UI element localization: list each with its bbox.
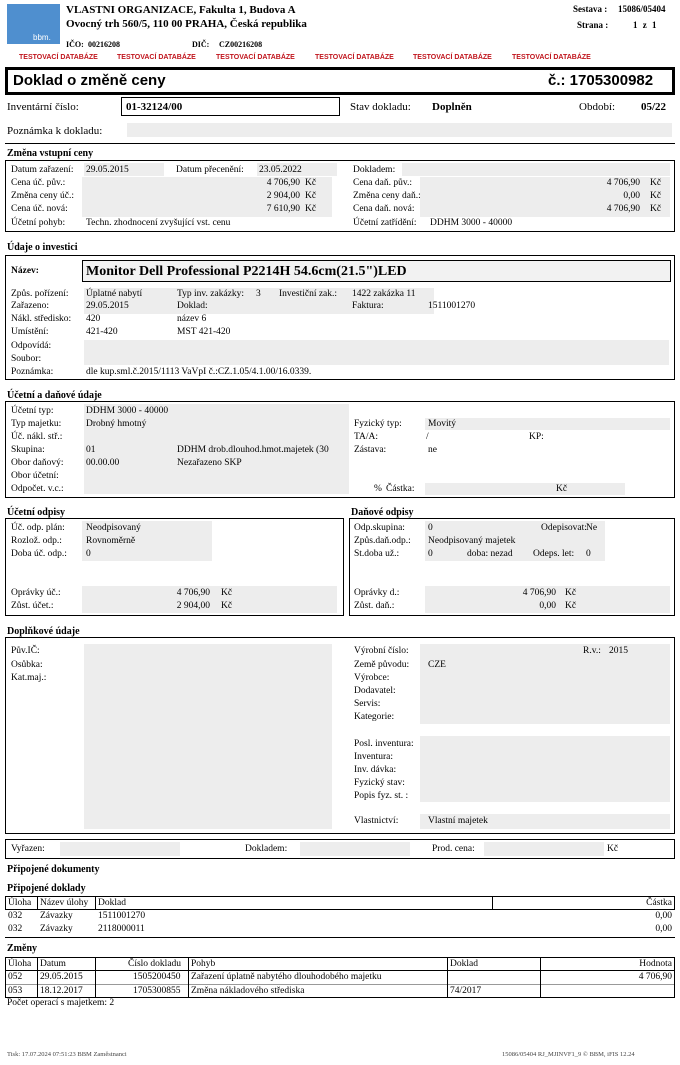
zmeny-cell: Změna nákladového střediska <box>191 986 305 996</box>
nazev-value: Monitor Dell Professional P2214H 54.6cm(21.5")LED <box>86 264 407 279</box>
odepisovat-label: Odepisovat: <box>541 523 587 533</box>
zmeny-cell: 052 <box>8 972 23 982</box>
divider <box>5 143 675 144</box>
section-doplnkove-title: Doplňkové údaje <box>7 626 80 637</box>
document-title: Doklad o změně ceny <box>13 72 166 89</box>
prod-cena-label: Prod. cena: <box>432 844 475 854</box>
test-db-3: TESTOVACÍ DATABÁZE <box>216 54 295 61</box>
zastava-value: ne <box>428 445 437 455</box>
kc-unit: Kč <box>650 178 662 188</box>
test-db-4: TESTOVACÍ DATABÁZE <box>315 54 394 61</box>
field-bg <box>425 418 670 430</box>
table-rule <box>95 957 96 998</box>
puv-ic-label: Pův.IČ: <box>11 646 40 656</box>
zust-d-value: 0,00 <box>539 601 556 611</box>
zmeny-header-datum: Datum <box>40 959 66 969</box>
dic-value: CZ00216208 <box>219 40 263 49</box>
odp-skupina-value: 0 <box>428 523 433 533</box>
doklad-label: Doklad: <box>177 301 208 311</box>
fyz-stav-label: Fyzický stav: <box>354 778 405 788</box>
posl-inventura-label: Posl. inventura: <box>354 739 414 749</box>
field-bg <box>300 842 410 856</box>
kc-unit: Kč <box>650 191 662 201</box>
table-rule <box>95 896 96 910</box>
nazev-label: Název: <box>11 266 39 276</box>
test-db-2: TESTOVACÍ DATABÁZE <box>117 54 196 61</box>
sestava-label: Sestava : <box>573 4 608 14</box>
stav-value: Doplněn <box>432 101 472 113</box>
section-danove-odpisy-title: Daňové odpisy <box>351 507 414 518</box>
skupina-label: Skupina: <box>11 445 45 455</box>
vlastnictvi-label: Vlastnictví: <box>354 816 399 826</box>
kc-unit: Kč <box>556 484 568 494</box>
kc-unit: Kč <box>305 178 317 188</box>
bbm-logo <box>7 4 60 44</box>
zmena-dan-value: 0,00 <box>623 191 640 201</box>
zmeny-header-uloha: Úloha <box>8 959 32 969</box>
doklady-header-castka: Částka <box>646 898 672 908</box>
strana-value: 1 z 1 <box>633 20 657 30</box>
field-bg <box>425 483 625 495</box>
zmeny-cell: 29.05.2015 <box>40 972 83 982</box>
obor-dan-value: 00.00.00 <box>86 458 120 468</box>
skupina-name: DDHM drob.dlouhod.hmot.majetek (30 <box>177 445 329 455</box>
doba-nezad: doba: nezad <box>467 549 513 559</box>
table-rule <box>447 957 448 998</box>
doklady-cell: 0,00 <box>655 911 672 921</box>
castka-label: Částka: <box>386 484 415 494</box>
section-zmeny-title: Změny <box>7 943 37 954</box>
zmeny-cell: 1705300855 <box>133 986 181 996</box>
taa-value: / <box>426 432 429 442</box>
zeme-label: Země původu: <box>354 660 410 670</box>
zmeny-header-doklad: Doklad <box>450 959 478 969</box>
dan-nova-label: Cena daň. nová: <box>353 204 415 214</box>
dan-nova-value: 4 706,90 <box>606 204 640 214</box>
zatrideni-label: Účetní zatřídění: <box>353 218 417 228</box>
zust-uc-value: 2 904,00 <box>176 601 210 611</box>
zmena-uc-label: Změna ceny úč.: <box>11 191 75 201</box>
rozloz-value: Rovnoměrně <box>86 536 136 546</box>
zastava-label: Zástava: <box>354 445 387 455</box>
doklady-cell: Závazky <box>40 911 73 921</box>
faktura-value: 1511001270 <box>428 301 476 311</box>
kc-unit: Kč <box>565 588 577 598</box>
vyrazeni-dokladem-label: Dokladem: <box>245 844 288 854</box>
datum-zarazeni-value: 29.05.2015 <box>86 165 129 175</box>
umisteni-label: Umístění: <box>11 327 49 337</box>
cena-puv-label: Cena úč. pův.: <box>11 178 66 188</box>
typ-zakazky-value: 3 <box>256 289 261 299</box>
popis-fyz-label: Popis fyz. st. : <box>354 791 409 801</box>
table-rule <box>492 896 493 910</box>
poznamka-label: Poznámka k dokladu: <box>7 125 103 137</box>
field-bg <box>484 842 604 856</box>
odepisovat-value: Ne <box>586 523 598 533</box>
obor-uc-label: Obor účetní: <box>11 471 59 481</box>
zmeny-cell: Zařazení úplatně nabytého dlouhodobého majetku <box>191 972 382 982</box>
table-rule <box>5 937 675 938</box>
kc-unit: Kč <box>650 204 662 214</box>
table-rule <box>5 957 675 958</box>
opravky-uc-value: 4 706,90 <box>176 588 210 598</box>
doklady-header-doklad: Doklad <box>98 898 126 908</box>
zpusob-label: Způs. pořízení: <box>11 289 69 299</box>
doklady-header-nazev: Název úlohy <box>40 898 89 908</box>
zarazeno-value: 29.05.2015 <box>86 301 129 311</box>
ico-value: 00216208 <box>88 40 120 49</box>
obor-dan-name: Nezařazeno SKP <box>177 458 242 468</box>
table-rule <box>5 896 6 910</box>
opravky-uc-label: Oprávky úč.: <box>11 588 61 598</box>
odp-skupina-label: Odp.skupina: <box>354 523 405 533</box>
kc-unit: Kč <box>305 204 317 214</box>
section-pripojene-dokumenty-title: Připojené dokumenty <box>7 864 100 875</box>
nazev-field <box>82 260 671 282</box>
umisteni-name: MST 421-420 <box>177 327 231 337</box>
soubor-label: Soubor: <box>11 354 42 364</box>
inv-poznamka-label: Poznámka: <box>11 367 54 377</box>
fyz-typ-value: Movitý <box>428 419 456 429</box>
kc-unit: Kč <box>607 844 619 854</box>
section-investice-title: Údaje o investici <box>7 242 78 253</box>
ico-label: IČO: <box>66 40 84 49</box>
rv-label: R.v.: <box>583 646 601 656</box>
kc-unit: Kč <box>221 588 233 598</box>
field-bg <box>84 644 332 829</box>
vyrobce-label: Výrobce: <box>354 673 390 683</box>
stav-label: Stav dokladu: <box>350 101 411 113</box>
zmeny-header-pohyb: Pohyb <box>191 959 216 969</box>
operation-count: Počet operací s majetkem: 2 <box>7 998 115 1008</box>
field-bg <box>420 736 670 802</box>
zmeny-cell: 18.12.2017 <box>40 986 83 996</box>
doba-label: Doba úč. odp.: <box>11 549 67 559</box>
pohyb-label: Účetní pohyb: <box>11 218 66 228</box>
zarazeno-label: Zařazeno: <box>11 301 49 311</box>
doklady-cell: 032 <box>8 911 23 921</box>
st-doba-value: 0 <box>428 549 433 559</box>
odpovida-label: Odpovídá: <box>11 341 52 351</box>
zust-d-label: Zůst. daň.: <box>354 601 395 611</box>
typ-majetku-label: Typ majetku: <box>11 419 62 429</box>
nakl-name: název 6 <box>177 314 207 324</box>
taa-label: TA/A: <box>354 432 379 442</box>
zmeny-cell: 4 706,90 <box>638 972 672 982</box>
kategorie-label: Kategorie: <box>354 712 395 722</box>
dodavatel-label: Dodavatel: <box>354 686 396 696</box>
inventura-label: Inventura: <box>354 752 394 762</box>
zpusob-value: Úplatné nabytí <box>86 289 143 299</box>
section-pripojene-doklady-title: Připojené doklady <box>7 883 86 894</box>
zeme-value: CZE <box>428 660 446 670</box>
org-address: Ovocný trh 560/5, 110 00 PRAHA, Česká republika <box>66 18 307 30</box>
table-rule <box>5 984 675 985</box>
document-number: č.: 1705300982 <box>548 72 654 89</box>
table-rule <box>5 957 6 998</box>
zpus-dan-value: Neodpisovaný majetek <box>428 536 516 546</box>
cena-nova-label: Cena úč. nová: <box>11 204 68 214</box>
kc-unit: Kč <box>565 601 577 611</box>
inv-number-value: 01-32124/00 <box>126 101 183 113</box>
table-rule <box>5 896 675 897</box>
ucetni-typ-value: DDHM 3000 - 40000 <box>86 406 169 416</box>
doklady-cell: 032 <box>8 924 23 934</box>
rozloz-label: Rozlož. odp.: <box>11 536 62 546</box>
servis-label: Servis: <box>354 699 381 709</box>
section-ucetni-title: Účetní a daňové údaje <box>7 390 102 401</box>
doklady-header-uloha: Úloha <box>8 898 32 908</box>
rv-value: 2015 <box>609 646 628 656</box>
doklady-cell: 2118000011 <box>98 924 145 934</box>
zmena-dan-label: Změna ceny daň.: <box>353 191 421 201</box>
zmeny-header-hodnota: Hodnota <box>639 959 672 969</box>
kat-maj-label: Kat.maj.: <box>11 673 47 683</box>
vyrazen-label: Vyřazen: <box>11 844 45 854</box>
osubka-label: Osůbka: <box>11 660 43 670</box>
cena-nova-value: 7 610,90 <box>266 204 300 214</box>
typ-majetku-value: Drobný hmotný <box>86 419 147 429</box>
pohyb-value: Techn. zhodnocení zvyšující vst. cenu <box>86 218 231 228</box>
datum-zarazeni-label: Datum zařazení: <box>11 165 74 175</box>
dan-puv-value: 4 706,90 <box>606 178 640 188</box>
footer-print-info: Tisk: 17.07.2024 07:51:23 BBM Zaměstnanci <box>7 1051 127 1058</box>
typ-zakazky-label: Typ inv. zakázky: <box>177 289 245 299</box>
doklady-cell: 0,00 <box>655 924 672 934</box>
doba-value: 0 <box>86 549 91 559</box>
section-zmena-title: Změna vstupní ceny <box>7 148 94 159</box>
test-db-6: TESTOVACÍ DATABÁZE <box>512 54 591 61</box>
zust-uc-label: Zůst. účet.: <box>11 601 54 611</box>
nakl-label: Nákl. středisko: <box>11 314 72 324</box>
dic-label: DIČ: <box>192 40 210 49</box>
inv-number-field <box>121 97 340 116</box>
table-rule <box>37 957 38 998</box>
org-name: VLASTNI ORGANIZACE, Fakulta 1, Budova A <box>66 4 296 16</box>
inv-davka-label: Inv. dávka: <box>354 765 397 775</box>
ucetni-typ-label: Účetní typ: <box>11 406 54 416</box>
odpocet-label: Odpočet. v.c.: <box>11 484 64 494</box>
sestava-value: 15086/05404 <box>618 4 666 14</box>
table-rule <box>5 909 675 910</box>
zmeny-header-cislo: Číslo dokladu <box>128 959 182 969</box>
vyrobni-cislo-label: Výrobní číslo: <box>354 646 409 656</box>
percent-sign: % <box>374 484 382 494</box>
inv-zak-label: Investiční zak.: <box>279 289 338 299</box>
uc-nakl-str-label: Úč. nákl. stř.: <box>11 432 63 442</box>
table-rule <box>5 970 675 971</box>
field-bg <box>420 644 670 724</box>
inv-poznamka-value: dle kup.sml.č.2015/1113 VaVpI č.:CZ.1.05/4.1.00/16.0339. <box>86 367 312 377</box>
table-rule <box>540 957 541 998</box>
odeps-let-value: 0 <box>586 549 591 559</box>
table-rule <box>674 896 675 910</box>
zpus-dan-label: Způs.daň.odp.: <box>354 536 411 546</box>
cena-puv-value: 4 706,90 <box>266 178 300 188</box>
nakl-value: 420 <box>86 314 101 324</box>
doklady-cell: 1511001270 <box>98 911 146 921</box>
strana-label: Strana : <box>577 20 609 30</box>
table-rule <box>188 957 189 998</box>
dokladem-label: Dokladem: <box>353 165 396 175</box>
obdobi-label: Období: <box>579 101 616 113</box>
dan-puv-label: Cena daň. pův.: <box>353 178 413 188</box>
zmeny-cell: 053 <box>8 986 23 996</box>
plan-value: Neodpisovaný <box>86 523 141 533</box>
table-rule <box>674 957 675 998</box>
vlastnictvi-value: Vlastní majetek <box>428 816 488 826</box>
field-bg <box>60 842 180 856</box>
datum-preceneni-label: Datum přecenění: <box>176 165 244 175</box>
kc-unit: Kč <box>305 191 317 201</box>
section-ucetni-odpisy-title: Účetní odpisy <box>7 507 66 518</box>
footer-report-info: 15086/05404 RJ_MJINVF1_9 © BBM, iFIS 12.24 <box>502 1051 635 1058</box>
faktura-label: Faktura: <box>352 301 384 311</box>
inv-number-label: Inventární číslo: <box>7 101 79 113</box>
zatrideni-value: DDHM 3000 - 40000 <box>430 218 513 228</box>
field-bg <box>402 163 670 176</box>
opravky-d-label: Oprávky d.: <box>354 588 400 598</box>
doklady-cell: Závazky <box>40 924 73 934</box>
st-doba-label: St.doba už.: <box>354 549 400 559</box>
poznamka-field <box>127 123 672 137</box>
plan-label: Úč. odp. plán: <box>11 523 65 533</box>
zmeny-cell: 74/2017 <box>450 986 482 996</box>
test-db-1: TESTOVACÍ DATABÁZE <box>19 54 98 61</box>
datum-preceneni-value: 23.05.2022 <box>259 165 302 175</box>
zmeny-cell: 1505200450 <box>133 972 181 982</box>
table-rule <box>37 896 38 910</box>
obdobi-value: 05/22 <box>641 101 667 113</box>
field-bg <box>84 340 669 365</box>
kp-label: KP: <box>529 432 544 442</box>
logo-text: bbm. <box>33 33 51 42</box>
opravky-d-value: 4 706,90 <box>522 588 556 598</box>
odeps-let-label: Odeps. let: <box>533 549 575 559</box>
inv-zak-value: 1422 zakázka 11 <box>352 289 416 299</box>
obor-dan-label: Obor daňový: <box>11 458 64 468</box>
test-db-5: TESTOVACÍ DATABÁZE <box>413 54 492 61</box>
kc-unit: Kč <box>221 601 233 611</box>
zmena-uc-value: 2 904,00 <box>266 191 300 201</box>
umisteni-value: 421-420 <box>86 327 118 337</box>
skupina-value: 01 <box>86 445 96 455</box>
fyz-typ-label: Fyzický typ: <box>354 419 402 429</box>
